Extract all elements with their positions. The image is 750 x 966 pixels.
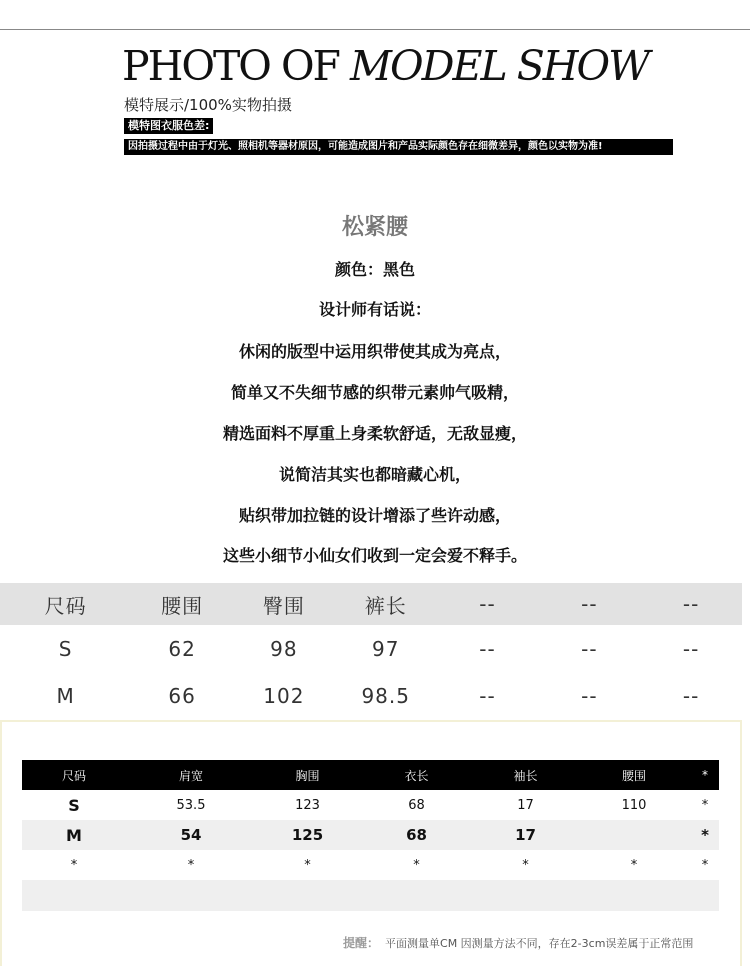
table-cell: -- [479,636,496,661]
designer-line: 设计师有话说： [318,300,431,319]
pants-size-table [0,583,742,719]
table-cell: S [58,636,73,661]
description-line: 休闲的版型中运用织带使其成为亮点， [238,342,511,361]
table-row [22,850,719,880]
page-title [122,42,649,90]
table-cell: 102 [263,683,305,708]
table-cell: 98 [270,636,298,661]
frame-border-left [0,720,2,966]
page-title-italic: MODEL SHOW [350,42,649,90]
table-cell: * [701,826,709,844]
description-line: 这些小细节小仙女们收到一定会爱不释手。 [222,546,527,565]
table-cell: 110 [621,797,647,813]
table-cell: * [70,857,78,873]
table-cell: * [701,797,709,813]
table-cell: 68 [408,797,425,813]
table-cell: M [66,825,82,845]
color-diff-label: 模特图衣服色差: [124,118,213,134]
table-cell: 98.5 [361,683,410,708]
table-cell: * [522,857,529,873]
table-row [22,790,719,820]
table-header-cell: 尺码 [44,593,87,618]
table-cell: -- [479,683,496,708]
description-line: 贴织带加拉链的设计增添了些许动感， [238,506,511,525]
table-cell: -- [682,683,700,708]
table-header-cell: 肩宽 [178,768,203,783]
table-row [0,625,742,672]
table-cell: 123 [295,797,320,813]
table-header-cell: 裤长 [364,593,407,618]
color-line: 颜色：黑色 [334,260,415,279]
table-cell: 62 [168,636,196,661]
table-cell: -- [581,636,598,661]
table-header-cell: 腰围 [621,768,646,783]
table-cell: 97 [371,636,400,661]
table-header-cell: 袖长 [513,768,538,783]
table-header-row [0,583,742,625]
table-cell: 17 [515,826,536,844]
table-header-cell: 衣长 [404,768,429,783]
table-header-cell: 腰围 [161,593,204,618]
product-heading: 松紧腰 [341,215,408,240]
table-row-blank [22,880,719,911]
table-cell: * [630,857,638,873]
table-header-cell: -- [479,592,496,616]
table-cell: -- [682,636,700,661]
frame-border-right [740,720,742,966]
note-lead: 提醒： [343,936,380,950]
table-cell: 68 [406,826,427,844]
measurement-note [343,934,693,951]
table-cell: * [304,857,311,873]
table-header-row [22,760,719,790]
table-cell: M [56,683,75,708]
table-row [0,672,742,719]
table-cell: 17 [517,797,534,813]
page-title-plain: PHOTO OF [122,42,351,90]
table-cell: S [68,795,80,815]
table-cell: 125 [291,826,324,844]
note-text: 平面测量单CM 因测量方法不同，存在2-3cm误差属于正常范围 [385,937,694,950]
table-cell: * [701,857,709,873]
table-header-cell: 胸围 [295,768,320,783]
table-header-cell: 尺码 [61,768,86,783]
section-divider [0,720,742,722]
description-line: 简单又不失细节感的织带元素帅气吸精， [230,383,519,402]
color-notice-label: 因拍摄过程中由于灯光、照相机等器材原因，可能造成图片和产品实际颜色存在细微差异，颜色以实物为准! [124,139,673,155]
table-cell: 66 [168,683,196,708]
page-subtitle: 模特展示/100%实物拍摄 [124,96,292,114]
table-header-cell: * [702,768,708,782]
table-header-cell: 臀围 [262,593,305,618]
description-line: 精选面料不厚重上身柔软舒适，无敌显瘦， [222,424,527,443]
table-cell: 53.5 [176,797,206,813]
table-header-cell: -- [581,592,598,616]
top-size-table [22,760,719,911]
table-cell: * [187,857,195,873]
table-row [22,820,719,850]
top-divider [0,29,750,30]
table-cell: 54 [180,826,202,844]
table-cell: -- [581,683,598,708]
table-cell: * [413,857,420,873]
table-header-cell: -- [682,592,700,616]
description-line: 说简洁其实也都暗藏心机， [278,465,471,484]
